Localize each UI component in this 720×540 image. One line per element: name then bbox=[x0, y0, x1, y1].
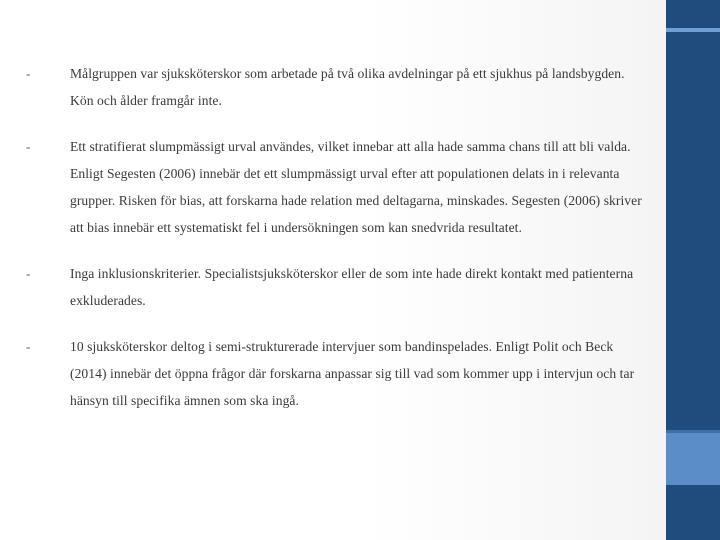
bullet-text: Inga inklusionskriterier. Specialistsjuksköterskor eller de som inte hade direkt kontakt med patienterna exkluderades. bbox=[70, 266, 634, 308]
bullet-marker: - bbox=[26, 66, 31, 81]
bullet-item bbox=[26, 60, 646, 114]
sidebar-band bbox=[666, 32, 720, 430]
bullet-marker: - bbox=[26, 339, 31, 354]
bullet-marker: - bbox=[26, 139, 31, 154]
bullet-item bbox=[26, 260, 646, 314]
sidebar-band-highlight bbox=[666, 433, 720, 485]
bullet-text: 10 sjuksköterskor deltog i semi-strukturerade intervjuer som bandinspelades. Enligt Polit och Beck (2014) innebär det öppna frågor där forskarna anpassar sig till vad som kommer upp i intervjun och tar hänsyn till specifika ämnen som ska ingå. bbox=[70, 339, 635, 408]
decorative-sidebar bbox=[666, 0, 720, 540]
bullet-marker: - bbox=[26, 266, 31, 281]
sidebar-band bbox=[666, 0, 720, 28]
sidebar-band bbox=[666, 485, 720, 540]
bullet-item bbox=[26, 133, 646, 241]
bullet-text: Målgruppen var sjuksköterskor som arbetade på två olika avdelningar på ett sjukhus på landsbygden. Kön och ålder framgår inte. bbox=[70, 66, 625, 108]
bullet-item bbox=[26, 333, 646, 414]
bullet-list bbox=[26, 60, 646, 433]
bullet-text: Ett stratifierat slumpmässigt urval användes, vilket innebar att alla hade samma chans till att bli valda. Enligt Segesten (2006) innebär det ett slumpmässigt urval efter att populationen delats in i relevanta grupper. Risken för bias, att forskarna hade relation med deltagarna, minskades. Segesten (2006) skriver att bias innebär ett systematiskt fel i undersökningen som kan snedvrida resultatet. bbox=[70, 139, 642, 235]
